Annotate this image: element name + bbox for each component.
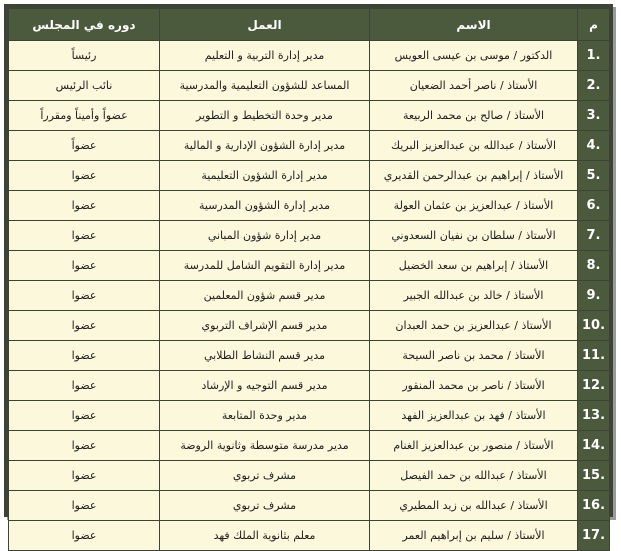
member-role: عضوا (9, 491, 160, 521)
member-job: مدير إدارة الشؤون المدرسية (160, 191, 370, 221)
member-name: الأستاذ / عبدالعزيز بن عثمان العولة (370, 191, 578, 221)
member-role: عضوا (9, 191, 160, 221)
table-row (9, 251, 610, 281)
table-row (9, 191, 610, 221)
table-row (9, 521, 610, 551)
row-number: .6 (578, 191, 610, 221)
member-role: عضوا (9, 461, 160, 491)
member-name: الأستاذ / فهد بن عبدالعزيز الفهد (370, 401, 578, 431)
member-role: نائب الرئيس (9, 71, 160, 101)
row-number: .11 (578, 341, 610, 371)
member-job: مدير إدارة الشؤون الإدارية و المالية (160, 131, 370, 161)
member-name: الأستاذ / عبدالله بن زيد المطيري (370, 491, 578, 521)
member-job: معلم بثانوية الملك فهد (160, 521, 370, 551)
row-number: .16 (578, 491, 610, 521)
member-job: مدير قسم التوجيه و الإرشاد (160, 371, 370, 401)
row-number: .9 (578, 281, 610, 311)
row-number: .2 (578, 71, 610, 101)
member-job: مدير وحدة المتابعة (160, 401, 370, 431)
member-name: الأستاذ / ناصر أحمد الضعيان (370, 71, 578, 101)
table-row (9, 341, 610, 371)
member-name: الأستاذ / عبدالله بن عبدالعزيز البريك (370, 131, 578, 161)
member-name: الأستاذ / منصور بن عبدالعزيز الغنام (370, 431, 578, 461)
member-name: الأستاذ / صالح بن محمد الربيعة (370, 101, 578, 131)
table-row (9, 101, 610, 131)
header-name: الاسم (370, 9, 578, 41)
header-num: م (578, 9, 610, 41)
council-members-table-frame (4, 4, 613, 543)
member-job: مدير قسم النشاط الطلابي (160, 341, 370, 371)
member-name: الأستاذ / إبراهيم بن عبدالرحمن القديري (370, 161, 578, 191)
table-row (9, 281, 610, 311)
member-job: المساعد للشؤون التعليمية والمدرسية (160, 71, 370, 101)
member-job: مدير مدرسة متوسطة وثانوية الروضة (160, 431, 370, 461)
header-row (9, 9, 610, 41)
member-role: عضوا (9, 161, 160, 191)
table-row (9, 311, 610, 341)
member-job: مدير قسم الإشراف التربوي (160, 311, 370, 341)
row-number: .8 (578, 251, 610, 281)
member-job: مشرف تربوي (160, 491, 370, 521)
member-name: الأستاذ / عبدالعزيز بن حمد العبدان (370, 311, 578, 341)
table-row (9, 131, 610, 161)
header-job: العمل (160, 9, 370, 41)
table-body (9, 41, 610, 551)
member-job: مدير إدارة شؤون المباني (160, 221, 370, 251)
member-role: عضوا (9, 281, 160, 311)
row-number: .4 (578, 131, 610, 161)
member-role: عضواً (9, 131, 160, 161)
member-role: رئيساً (9, 41, 160, 71)
council-members-table (8, 8, 610, 551)
table-row (9, 221, 610, 251)
member-name: الأستاذ / خالد بن عبدالله الجبير (370, 281, 578, 311)
member-name: الدكتور / موسى بن عيسى العويس (370, 41, 578, 71)
member-name: الأستاذ / سلطان بن نفيان السعدوني (370, 221, 578, 251)
table-row (9, 41, 610, 71)
table-row (9, 71, 610, 101)
row-number: .1 (578, 41, 610, 71)
member-role: عضوا (9, 431, 160, 461)
member-job: مدير إدارة التقويم الشامل للمدرسة (160, 251, 370, 281)
member-role: عضوا (9, 251, 160, 281)
row-number: .10 (578, 311, 610, 341)
row-number: .5 (578, 161, 610, 191)
row-number: .12 (578, 371, 610, 401)
member-job: مدير إدارة الشؤون التعليمية (160, 161, 370, 191)
header-role: دوره في المجلس (9, 9, 160, 41)
member-job: مدير قسم شؤون المعلمين (160, 281, 370, 311)
member-role: عضوا (9, 371, 160, 401)
member-name: الأستاذ / عبدالله بن حمد الفيصل (370, 461, 578, 491)
table-row (9, 371, 610, 401)
row-number: .15 (578, 461, 610, 491)
member-role: عضوا (9, 521, 160, 551)
table-row (9, 431, 610, 461)
table-row (9, 461, 610, 491)
row-number: .13 (578, 401, 610, 431)
member-role: عضوا (9, 341, 160, 371)
table-row (9, 161, 610, 191)
member-name: الأستاذ / سليم بن إبراهيم العمر (370, 521, 578, 551)
member-name: الأستاذ / ناصر بن محمد المنقور (370, 371, 578, 401)
row-number: .14 (578, 431, 610, 461)
row-number: .3 (578, 101, 610, 131)
member-job: مدير وحدة التخطيط و التطوير (160, 101, 370, 131)
member-role: عضوا (9, 221, 160, 251)
table-row (9, 491, 610, 521)
table-row (9, 401, 610, 431)
row-number: .17 (578, 521, 610, 551)
member-role: عضوا (9, 311, 160, 341)
member-name: الأستاذ / محمد بن ناصر السيحة (370, 341, 578, 371)
member-role: عضواً وأميناً ومقرراً (9, 101, 160, 131)
member-role: عضوا (9, 401, 160, 431)
row-number: .7 (578, 221, 610, 251)
member-job: مشرف تربوي (160, 461, 370, 491)
member-name: الأستاذ / إبراهيم بن سعد الخضيل (370, 251, 578, 281)
member-job: مدير إدارة التربية و التعليم (160, 41, 370, 71)
